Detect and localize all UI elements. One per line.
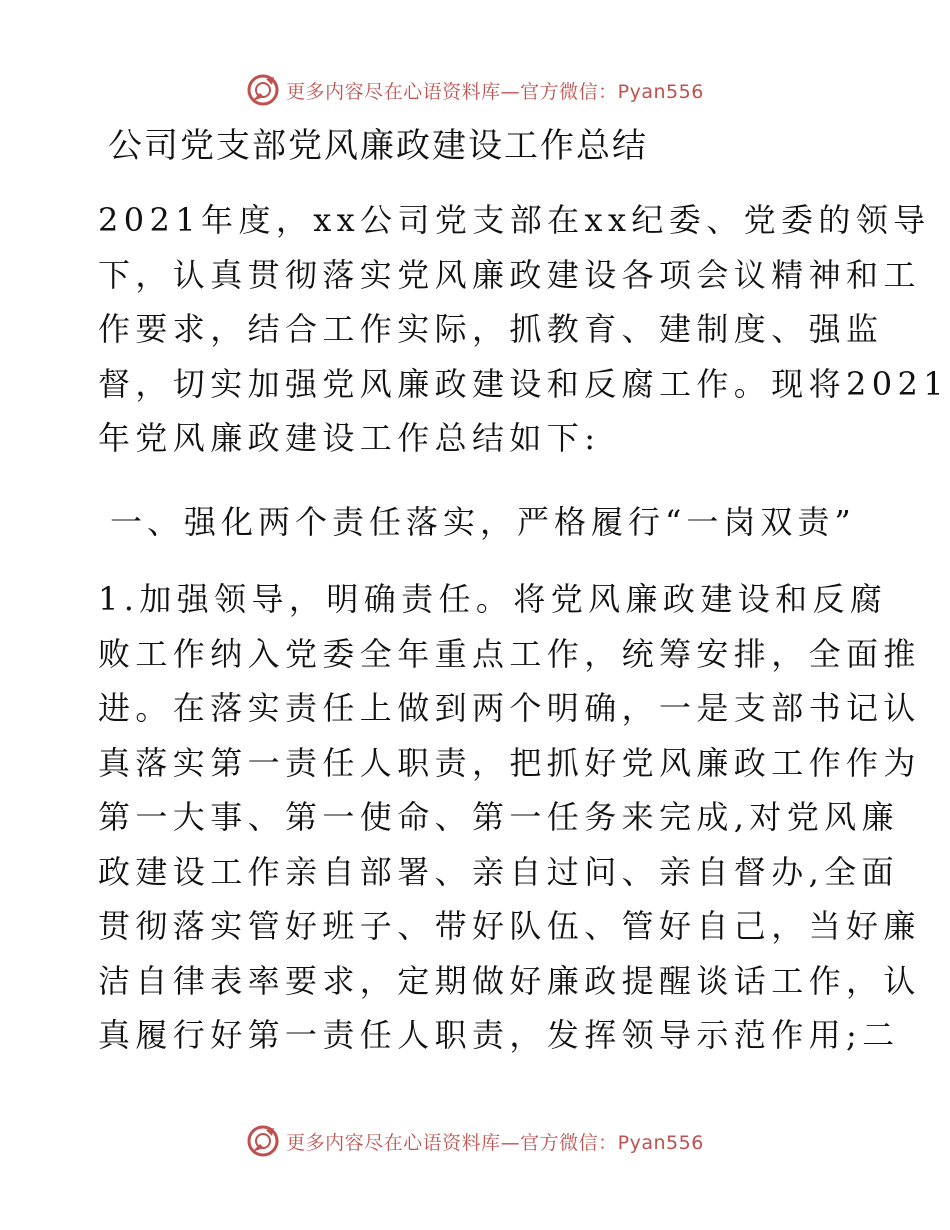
text-line: 年党风廉政建设工作总结如下: (98, 419, 601, 457)
text-line: 进。在落实责任上做到两个明确，一是支部书记认 (98, 689, 921, 727)
text-line: 败工作纳入党委全年重点工作，统筹安排，全面推 (98, 634, 921, 673)
text-line: 政建设工作亲自部署、亲自过问、亲自督办,全面 (98, 852, 899, 891)
text-line: 2021年度，xx公司党支部在xx纪委、党委的领导 (98, 201, 931, 239)
text-line: 下，认真贯彻落实党风廉政建设各项会议精神和工 (98, 255, 921, 294)
text-line: 真落实第一责任人职责，把抓好党风廉政工作作为 (98, 743, 921, 782)
logo-icon (246, 73, 280, 107)
text-line: 第一大事、第一使命、第一任务来完成,对党风廉 (98, 798, 899, 836)
section-heading: 一、强化两个责任落实，严格履行“一岗双责” (110, 503, 856, 541)
intro-paragraph (98, 193, 950, 466)
text-line: 作要求，结合工作实际，抓教育、建制度、强监 (98, 310, 884, 348)
text-line: 贯彻落实管好班子、带好队伍、管好自己，当好廉 (98, 907, 921, 945)
logo-icon (246, 1124, 280, 1158)
watermark-text: 更多内容尽在心语资料库—官方微信：Pyan556 (286, 80, 704, 103)
text-line: 真履行好第一责任人职责，发挥领导示范作用;二 (98, 1016, 900, 1054)
watermark-bottom (0, 1121, 950, 1161)
watermark-text: 更多内容尽在心语资料库—官方微信：Pyan556 (286, 1131, 704, 1154)
text-line: 督，切实加强党风廉政建设和反腐工作。现将2021 (98, 364, 950, 403)
section-paragraph (98, 572, 921, 1063)
text-line: 洁自律表率要求，定期做好廉政提醒谈话工作，认 (98, 961, 921, 1000)
document-title: 公司党支部党风廉政建设工作总结 (108, 126, 648, 166)
text-line: 1.加强领导，明确责任。将党风廉政建设和反腐 (98, 580, 888, 618)
watermark-top (0, 70, 950, 110)
